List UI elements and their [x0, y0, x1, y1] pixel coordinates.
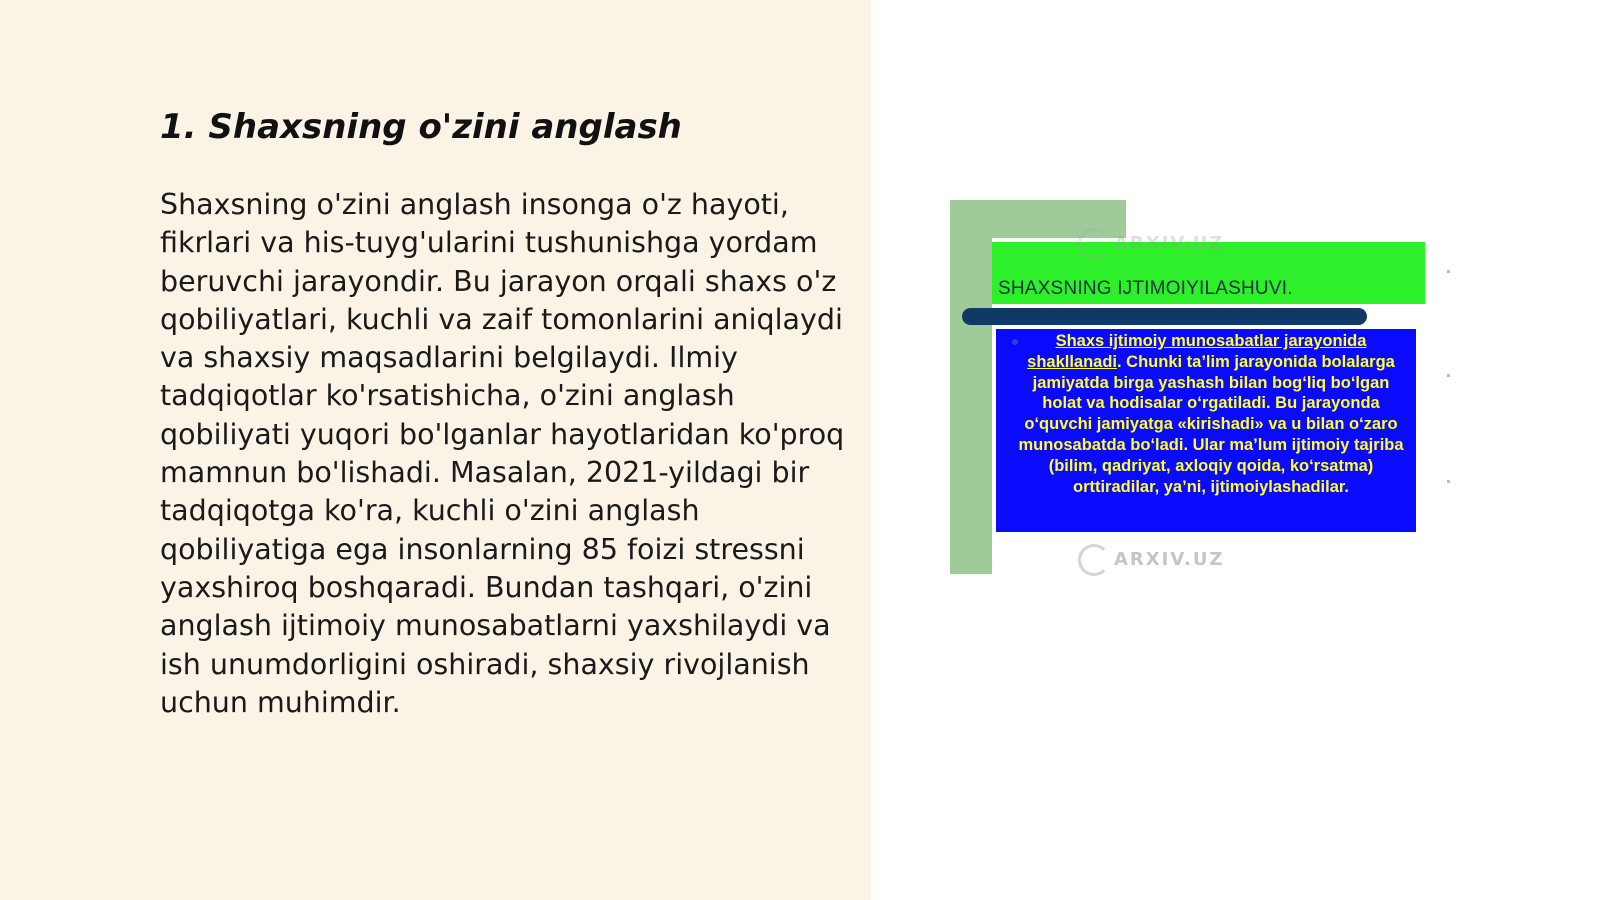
embedded-title: SHAXSNING IJTIMOIYILASHUVI.: [998, 278, 1293, 299]
slide-heading: 1. Shaxsning o'zini anglash: [160, 107, 682, 147]
slide-body-text: Shaxsning o'zini anglash insonga o'z hayoti, fikrlari va his-tuyg'ularini tushunishga yordam beruvchi jarayondir. Bu jarayon orqali shaxs o'z qobiliyatlari, kuchli va zaif tomonlarini aniqlaydi va shaxsiy maqsadlarini belgilaydi. Ilmiy tadqiqotlar ko'rsatishicha, o'zini anglash qobiliyati yuqori bo'lganlar hayotlaridan ko'proq mamnun bo'lishadi. Masalan, 2021-yildagi bir tadqiqotga ko'ra, kuchli o'zini anglash qobiliyatiga ega insonlarning 85 foizi stressni yaxshiroq boshqaradi. Bundan tashqari, o'zini anglash ijtimoiy munosabatlarni yaxshilaydi va ish unumdorligini oshiradi, shaxsiy rivojlanish uchun muhimdir.: [160, 188, 845, 719]
paragraph-text: . Chunki ta’lim jarayonida bolalarga jamiyatda birga yashash bilan bog‘liq bo‘lgan holat va hodisalar o‘rgatiladi. Bu jarayonda o‘quvchi jamiyatga «kirishadi» va u bilan o‘zaro munosabatda bo‘ladi. Ular ma’lum ijtimoiy tajriba (bilim, qadriyat, axloqiy qoida, ko‘rsatma) orttiradilar, ya’ni, ijtimoiylashadilar.: [1018, 352, 1404, 496]
watermark-bottom: ARXIV.UZ: [1078, 544, 1224, 576]
embedded-slide-image: [950, 198, 1450, 576]
edge-mark: [1447, 480, 1450, 483]
navy-divider-bar: [962, 308, 1367, 325]
edge-mark: [1447, 374, 1450, 377]
watermark-top: ARXIV.UZ: [1078, 228, 1224, 260]
text-box-content: [1016, 331, 1406, 497]
text-box: [996, 329, 1416, 532]
edge-mark: [1447, 270, 1450, 273]
watermark-logo-icon: [1078, 544, 1110, 576]
watermark-logo-icon: [1078, 228, 1110, 260]
underlined-lead: Shaxs ijtimoiy munosabatlar jarayonida shakllanadi: [1027, 332, 1367, 371]
